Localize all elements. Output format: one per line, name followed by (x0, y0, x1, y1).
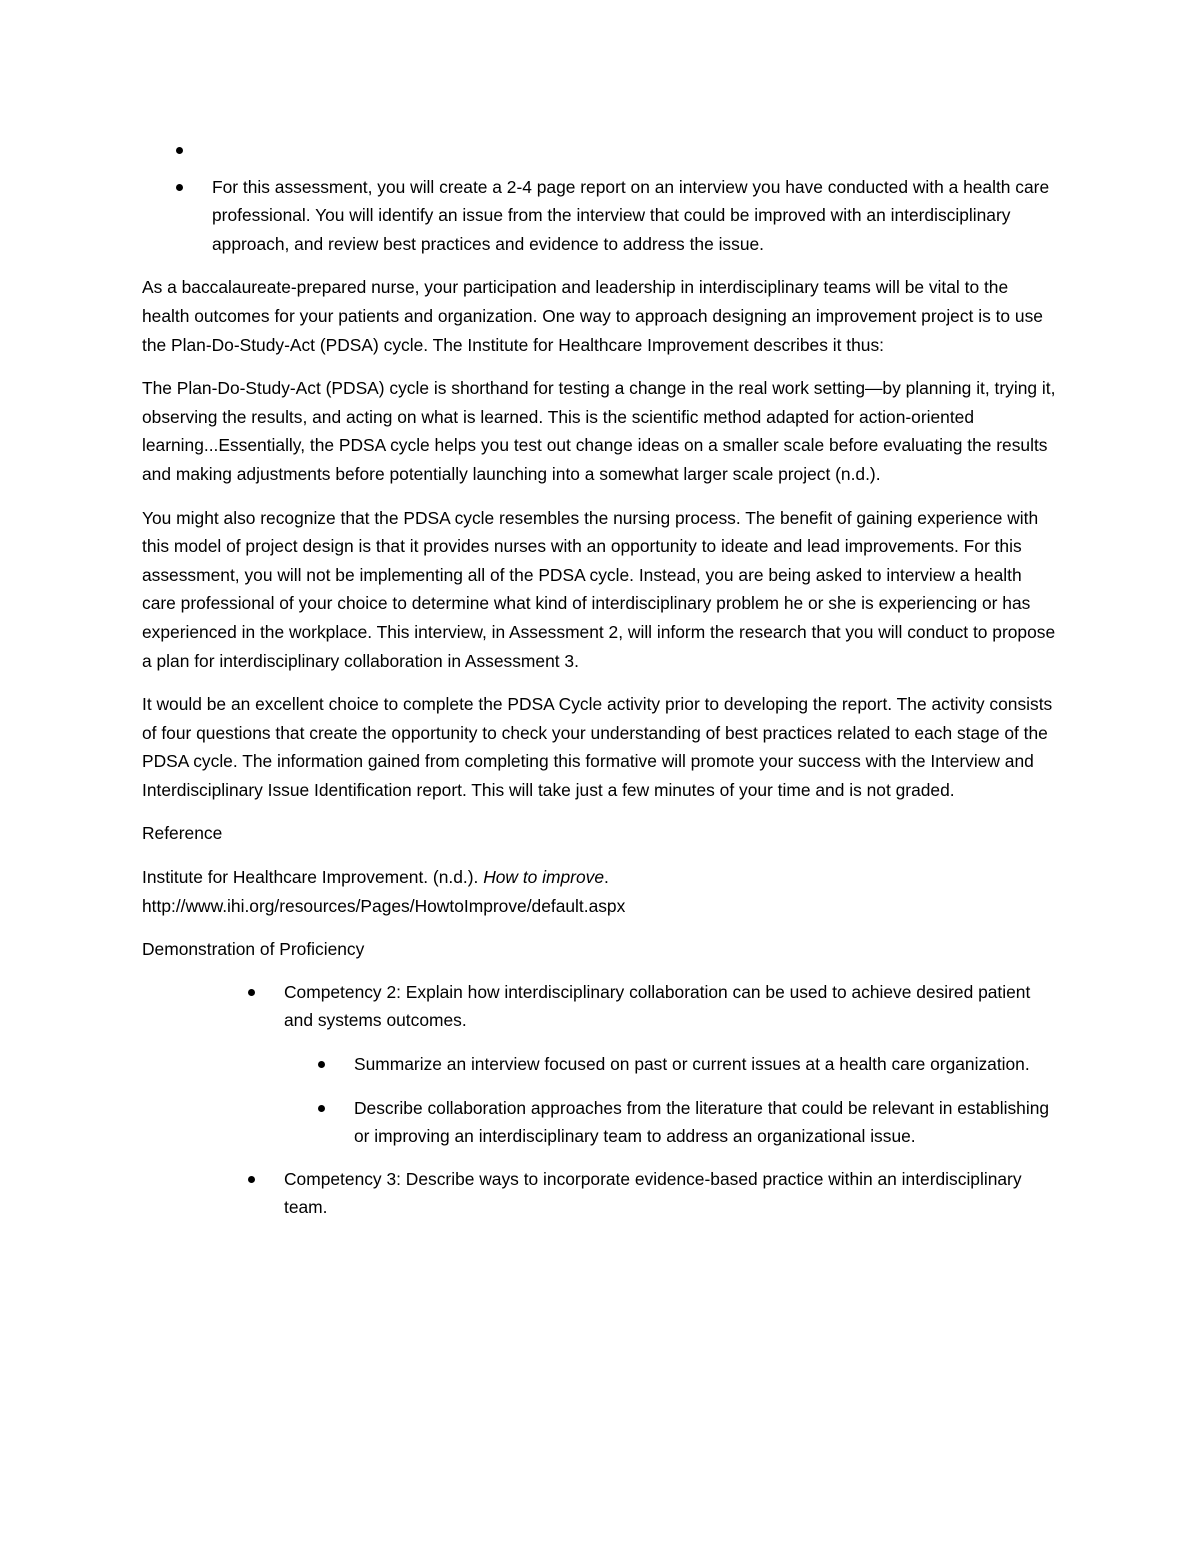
competency-text: Competency 3: Describe ways to incorporate evidence-based practice within an interdisciplinary team. (284, 1168, 1022, 1218)
criterion-item (354, 1050, 1060, 1079)
bullet-text: For this assessment, you will create a 2-4 page report on an interview you have conducted with a health care professional. You will identify an issue from the interview that could be improved with an interdisciplinary approach, and review best practices and evidence to address the issue. (212, 176, 1050, 254)
reference-author: Institute for Healthcare Improvement. (n.d.). (142, 867, 484, 888)
bullet-icon (176, 184, 183, 191)
bullet-icon (248, 989, 255, 996)
bullet-icon (318, 1105, 325, 1112)
criterion-text: Summarize an interview focused on past or current issues at a health care organization. (354, 1054, 1030, 1075)
intro-paragraph: As a baccalaureate-prepared nurse, your participation and leadership in interdisciplinary teams will be vital to the health outcomes for your patients and organization. One way to approach designing an improvement project is to use the Plan-Do-Study-Act (PDSA) cycle. The Institute for Healthcare Improvement describes it thus: (142, 277, 1043, 355)
bullet-icon (176, 147, 183, 154)
criteria-list (354, 1050, 1060, 1151)
competency-text: Competency 2: Explain how interdisciplinary collaboration can be used to achieve desired patient and systems outcomes. (284, 981, 1031, 1031)
reference-title: How to improve (483, 867, 605, 888)
proficiency-heading: Demonstration of Proficiency (142, 939, 365, 960)
empty-bullet-item (212, 136, 1060, 165)
criterion-item (354, 1094, 1060, 1151)
bullet-icon (248, 1176, 255, 1183)
competency-item (284, 978, 1060, 1151)
reference-url[interactable]: http://www.ihi.org/resources/Pages/HowtoImprove/default.aspx (142, 895, 626, 916)
bullet-icon (318, 1061, 325, 1068)
competency-item (284, 1165, 1060, 1222)
assessment-summary-item (212, 173, 1060, 259)
reference-heading: Reference (142, 823, 223, 844)
pdsa-activity-paragraph: It would be an excellent choice to complete the PDSA Cycle activity prior to developing the report. The activity consists of four questions that create the opportunity to check your understanding of best practices related to each stage of the PDSA cycle. The information gained from completing this formative will promote your success with the Interview and Interdisciplinary Issue Identification report. This will take just a few minutes of your time and is not graded. (142, 694, 1053, 800)
intro-bullet-list (212, 136, 1060, 258)
nursing-process-paragraph: You might also recognize that the PDSA cycle resembles the nursing process. The benefit of gaining experience with this model of project design is that it provides nurses with an opportunity to ideate and lead improvements. For this assessment, you will not be implementing all of the PDSA cycle. Instead, you are being asked to interview a health care professional of your choice to determine what kind of interdisciplinary problem he or she is experiencing or has experienced in the workplace. This interview, in Assessment 2, will inform the research that you will conduct to propose a plan for interdisciplinary collaboration in Assessment 3. (142, 507, 1056, 671)
pdsa-quote-paragraph: The Plan-Do-Study-Act (PDSA) cycle is shorthand for testing a change in the real work setting—by planning it, trying it, observing the results, and acting on what is learned. This is the scientific method adapted for action-oriented learning...Essentially, the PDSA cycle helps you test out change ideas on a smaller scale before evaluating the results and making adjustments before potentially launching into a somewhat larger scale project (n.d.). (142, 378, 1056, 484)
reference-entry (142, 863, 1060, 920)
reference-title-end: . (604, 867, 609, 888)
criterion-text: Describe collaboration approaches from the literature that could be relevant in establishing or improving an interdisciplinary team to address an organizational issue. (354, 1097, 1050, 1147)
competency-list (284, 978, 1060, 1222)
